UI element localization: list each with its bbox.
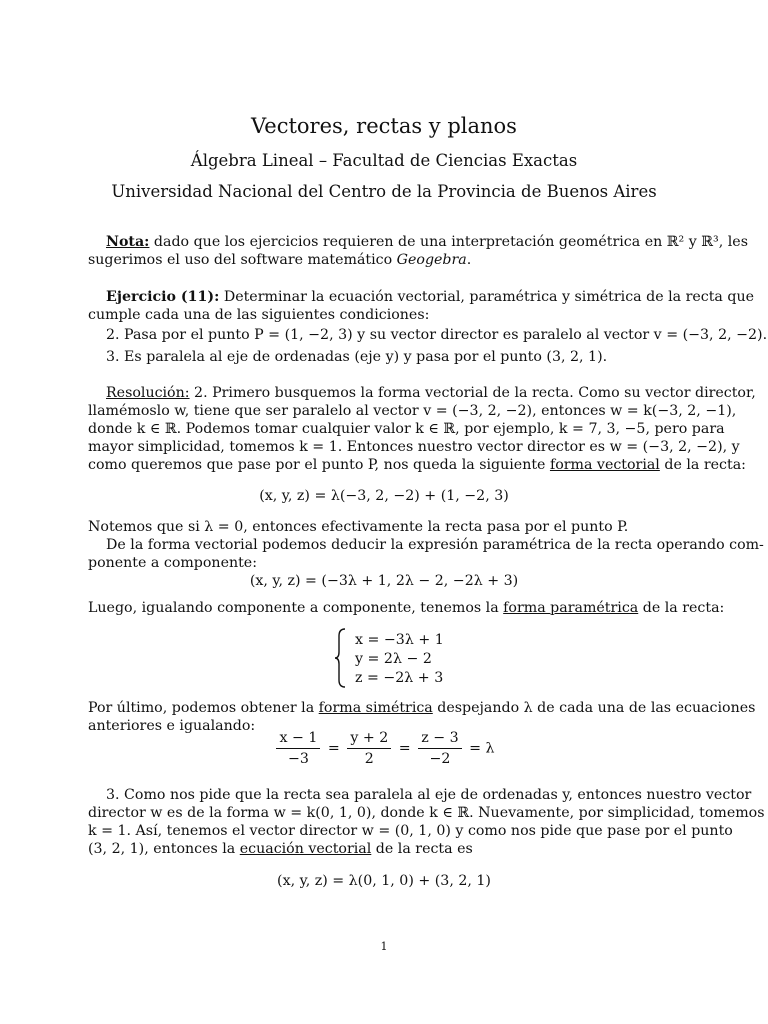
- paragraph-parametric-2: ponente a componente:: [88, 555, 257, 571]
- term-ecuacion-vectorial: ecuación vectorial: [239, 841, 372, 857]
- course-subtitle: Álgebra Lineal – Facultad de Ciencias Exactas: [190, 151, 578, 170]
- fraction-y-den: 2: [364, 751, 374, 767]
- term-forma-simetrica: forma simétrica: [318, 700, 433, 716]
- sym-text-a: Por último, podemos obtener la: [88, 700, 319, 716]
- equation-final: (x, y, z) = λ(0, 1, 0) + (3, 2, 1): [277, 873, 491, 889]
- exercise-text-1: Determinar la ecuación vectorial, paramétrica y simétrica de la recta que: [219, 289, 755, 305]
- resolution-label: Resolución:: [106, 385, 190, 401]
- equation-vectorial: (x, y, z) = λ(−3, 2, −2) + (1, −2, 3): [259, 488, 509, 504]
- paragraph-simetrica-1: [88, 699, 756, 717]
- paragraph-simetrica-2: anteriores e igualando:: [88, 718, 256, 734]
- exercise-line-2: cumple cada una de las siguientes condiciones:: [88, 307, 430, 323]
- note-text-2: sugerimos el uso del software matemático: [88, 252, 397, 268]
- exercise-item-3: 3. Es paralela al eje de ordenadas (eje y) y pasa por el punto (3, 2, 1).: [106, 349, 608, 365]
- note-line-1: [106, 233, 748, 251]
- fraction-x: [276, 730, 320, 767]
- software-name: Geogebra: [396, 252, 467, 268]
- part3-text-c: de la recta es: [371, 841, 473, 857]
- term-forma-parametrica: forma paramétrica: [503, 600, 639, 616]
- fraction-z: [418, 730, 461, 767]
- fraction-x-den: −3: [287, 751, 309, 767]
- exercise-item-2: 2. Pasa por el punto P = (1, −2, 3) y su vector director es paralelo al vector v = (−3, 2, −2).: [106, 327, 768, 343]
- parametric-x: x = −3λ + 1: [355, 632, 444, 648]
- fraction-y-num: y + 2: [347, 730, 391, 749]
- fraction-x-num: x − 1: [276, 730, 320, 749]
- resolution-text-1: 2. Primero busquemos la forma vectorial de la recta. Como su vector director,: [189, 385, 756, 401]
- paragraph-parametric-1: De la forma vectorial podemos deducir la expresión paramétrica de la recta operando com-: [106, 537, 764, 553]
- resolution-text-5a: como queremos que pase por el punto P, nos queda la siguiente: [88, 457, 550, 473]
- exercise-label: Ejercicio (11):: [106, 289, 220, 305]
- term-forma-vectorial: forma vectorial: [549, 457, 660, 473]
- university-subtitle: Universidad Nacional del Centro de la Provincia de Buenos Aires: [111, 182, 657, 201]
- note-line-2: [88, 251, 691, 269]
- parametric-y: y = 2λ − 2: [355, 651, 432, 667]
- part3-line-3: k = 1. Así, tenemos el vector director w = (0, 1, 0) y como nos pide que pase por el punto: [88, 823, 733, 839]
- left-brace: [334, 628, 346, 688]
- paragraph-lambda-zero: Notemos que si λ = 0, entonces efectivamente la recta pasa por el punto P.: [88, 519, 629, 535]
- equation-componentes: (x, y, z) = (−3λ + 1, 2λ − 2, −2λ + 3): [249, 573, 519, 589]
- document-title: Vectores, rectas y planos: [251, 114, 517, 138]
- equation-simetrica: [0, 730, 768, 767]
- fraction-z-num: z − 3: [418, 730, 461, 749]
- resolution-line-1: [106, 384, 756, 402]
- fraction-z-den: −2: [429, 751, 451, 767]
- part3-line-1: 3. Como nos pide que la recta sea paralela al eje de ordenadas y, entonces nuestro vector: [106, 787, 752, 803]
- equals-lambda: = λ: [469, 740, 495, 757]
- note-text-1: dado que los ejercicios requieren de una interpretación geométrica en ℝ² y ℝ³, les: [149, 234, 748, 250]
- parametric-z: z = −2λ + 3: [355, 670, 444, 686]
- resolution-line-2: llamémoslo w, tiene que ser paralelo al vector v = (−3, 2, −2), entonces w = k(−3, 2, −1),: [88, 403, 737, 419]
- resolution-text-5c: de la recta:: [659, 457, 746, 473]
- page-number: 1: [380, 940, 388, 953]
- equals-sign-1: =: [327, 740, 340, 757]
- exercise-line-1: [106, 288, 755, 306]
- resolution-line-4: mayor simplicidad, tomemos k = 1. Entonces nuestro vector director es w = (−3, 2, −2), y: [88, 439, 740, 455]
- part3-line-2: director w es de la forma w = k(0, 1, 0), donde k ∈ ℝ. Nuevamente, por simplicidad, tomemos: [88, 805, 765, 821]
- note-text-3: .: [466, 252, 472, 268]
- resolution-line-5: [88, 456, 746, 474]
- fraction-y: [347, 730, 391, 767]
- part3-text-a: (3, 2, 1), entonces la: [88, 841, 240, 857]
- param-text-a: Luego, igualando componente a componente, tenemos la: [88, 600, 504, 616]
- part3-line-4: [88, 840, 691, 858]
- param-text-c: de la recta:: [638, 600, 725, 616]
- paragraph-forma-parametrica: [88, 599, 725, 617]
- sym-text-c: despejando λ de cada una de las ecuaciones: [432, 700, 756, 716]
- note-label: Nota:: [106, 234, 150, 250]
- resolution-line-3: donde k ∈ ℝ. Podemos tomar cualquier valor k ∈ ℝ, por ejemplo, k = 7, 3, −5, pero para: [88, 421, 725, 437]
- equals-sign-2: =: [398, 740, 411, 757]
